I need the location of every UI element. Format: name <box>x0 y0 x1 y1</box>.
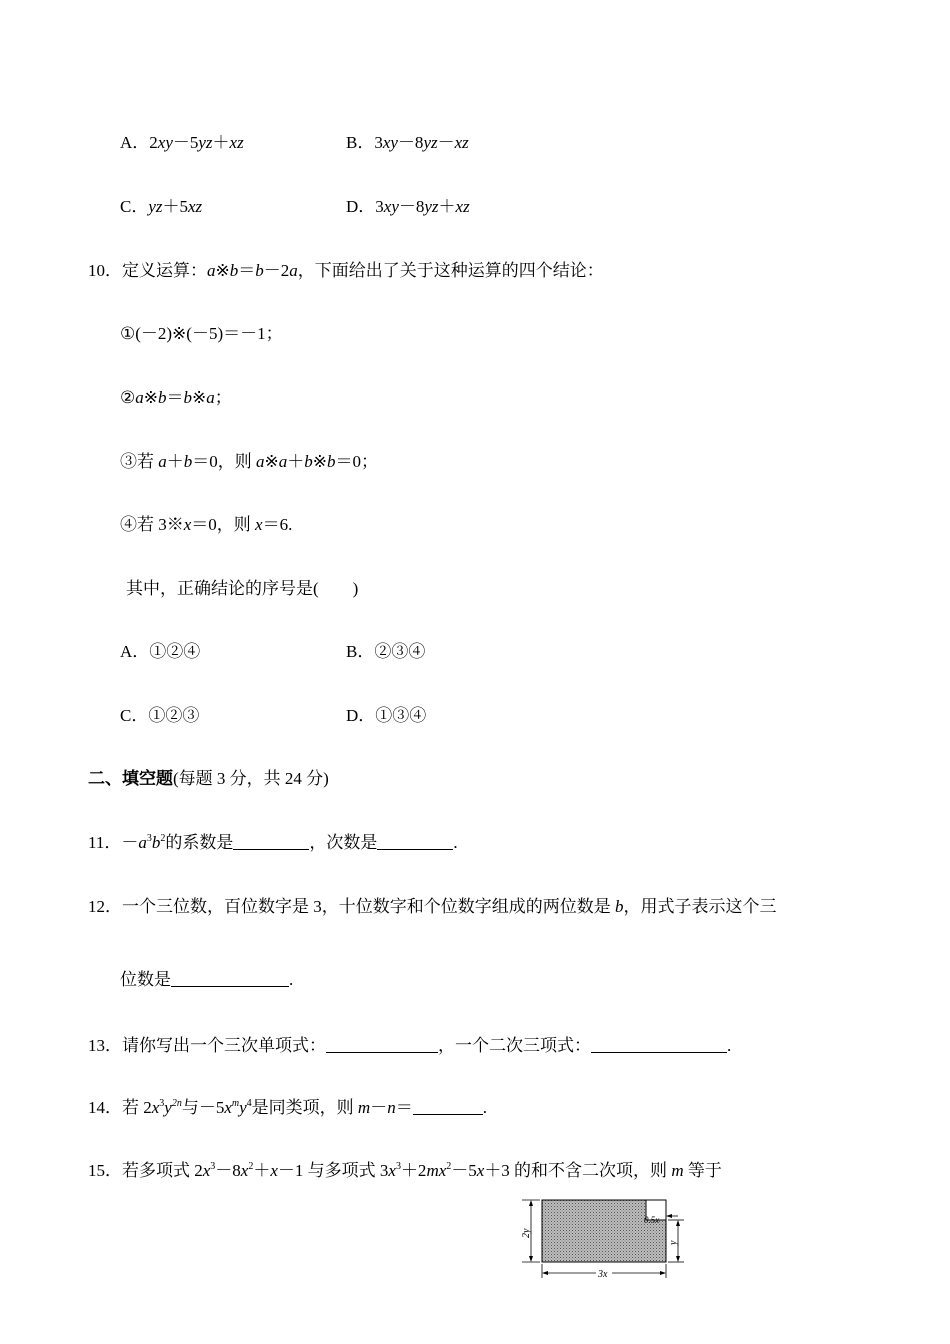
question-10-stem: 10．定义运算：a※b＝b－2a，下面给出了关于这种运算的四个结论： <box>88 261 604 280</box>
question-13: 13．请你写出一个三次单项式： ，一个二次三项式： . <box>88 1036 732 1055</box>
q10-conclusion-4: ④若 3※x＝0，则 x＝6. <box>120 515 293 534</box>
q10-option-c: C．①②③ <box>120 706 200 725</box>
q9-option-d: D．3xy－8yz＋xz <box>346 197 470 216</box>
q10-conclusion-1: ①(－2)※(－5)＝－1； <box>120 324 283 343</box>
question-14: 14．若 $2x^3y^{2n}$与$-5x^my^4$是同类项，则 m－n＝ . <box>88 1098 487 1117</box>
question-15: 15．若多项式 $2x^3-8x^2+x-1$ 与多项式 $3x^3+2mx^2-5x+3$ 的和不含二次项，则 m 等于 <box>88 1161 722 1180</box>
q10-option-a: A．①②④ <box>120 642 201 661</box>
q11-blank-coefficient[interactable] <box>233 833 309 850</box>
label-0-5x: 0.5x <box>644 1215 660 1225</box>
q9-option-b: B．3xy－8yz－xz <box>346 133 469 152</box>
shaded-rectangle-figure <box>518 1194 698 1286</box>
label-3x: 3x <box>598 1269 608 1280</box>
q13-blank-trinomial[interactable] <box>591 1036 727 1053</box>
q14-blank[interactable] <box>413 1098 483 1115</box>
q10-conclusion-3: ③若 a＋b＝0，则 a※a＋b※b＝0； <box>120 452 378 471</box>
q12-blank[interactable] <box>171 970 289 987</box>
q10-option-d: D．①③④ <box>346 706 427 725</box>
label-2y: 2y <box>521 1228 532 1238</box>
question-12-line2: 位数是 . <box>120 970 294 989</box>
question-12-line1: 12．一个三位数，百位数字是 3，十位数字和个位数字组成的两位数是 b，用式子表示这个三 <box>88 897 777 916</box>
question-11: 11．$-a^3b^2$的系数是 ，次数是 . <box>88 833 458 852</box>
q10-conclusion-2: ②a※b＝b※a； <box>120 388 232 407</box>
section-2-title: 二、填空题(每题 3 分，共 24 分) <box>88 769 329 788</box>
q10-option-b: B．②③④ <box>346 642 426 661</box>
q9-option-a: A．2xy－5yz＋xz <box>120 133 244 152</box>
shaded-region <box>542 1200 666 1262</box>
q11-blank-degree[interactable] <box>377 833 453 850</box>
label-y: y <box>668 1240 679 1245</box>
q10-ask: 其中，正确结论的序号是( ) <box>126 579 359 598</box>
q9-option-c: C．yz＋5xz <box>120 197 203 216</box>
q13-blank-monomial[interactable] <box>326 1036 438 1053</box>
